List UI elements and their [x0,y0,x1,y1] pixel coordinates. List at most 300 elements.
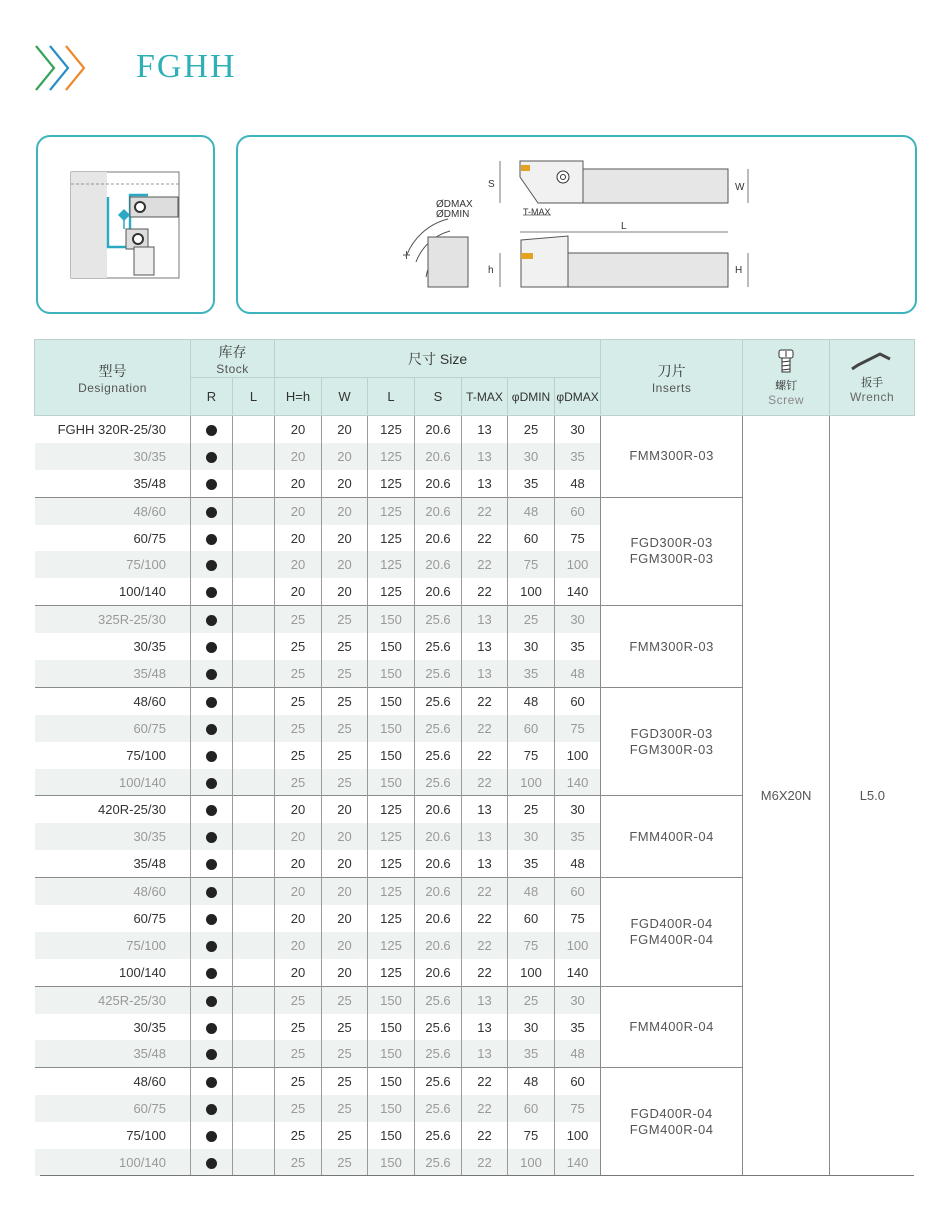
stock-l-cell [233,796,275,823]
stock-r-cell [191,470,233,497]
t-cell: 13 [462,850,508,877]
insert-code: FMM300R-03 [629,638,714,654]
designation-cell: 30/35 [133,1019,166,1035]
hh-cell: 20 [275,959,322,986]
dmax-cell: 35 [555,633,601,660]
dmax-cell: 35 [555,1014,601,1041]
hh-cell: 25 [275,633,322,660]
stock-r-cell [191,578,233,605]
hh-cell: 25 [275,660,322,687]
insert-code: FGM300R-03 [629,551,714,567]
hh-cell: 20 [275,443,322,470]
stock-r-cell [191,986,233,1013]
s-cell: 20.6 [415,578,462,605]
hh-cell: 20 [275,878,322,905]
stock-r-cell [191,850,233,877]
size-header: 尺寸 Size [275,340,601,378]
hh-cell: 20 [275,932,322,959]
l-cell: 125 [368,850,415,877]
stock-l-cell [233,1040,275,1067]
in-stock-dot-icon [206,941,217,952]
table-row [35,416,915,443]
in-stock-dot-icon [206,832,217,843]
stock-r-cell [191,796,233,823]
dmin-cell: 30 [508,823,555,850]
designation-cell: 48/60 [35,1068,191,1095]
l-cell: 150 [368,633,415,660]
application-sketch-box [36,135,215,314]
stock-l-cell [233,1122,275,1149]
stock-l-cell [233,905,275,932]
insert-cell [601,416,743,498]
designation-cell: 75/100 [126,1128,166,1144]
hh-cell: 20 [275,796,322,823]
dmin-cell: 25 [508,986,555,1013]
dmax-cell: 140 [555,959,601,986]
insert-code: FMM400R-04 [629,1019,714,1035]
stock-r-cell [191,606,233,633]
w-cell: 20 [322,850,368,877]
s-cell: 20.6 [415,470,462,497]
t-cell: 22 [462,905,508,932]
stock-l-cell [233,497,275,524]
l-cell: 150 [368,1014,415,1041]
designation-cell: 60/75 [133,910,166,926]
w-cell: 25 [322,1040,368,1067]
s-cell: 25.6 [415,1122,462,1149]
dmax-cell: 60 [555,878,601,905]
s-cell: 20.6 [415,878,462,905]
hh-cell: 25 [275,1014,322,1041]
dmin-cell: 75 [508,932,555,959]
stock-r-cell [191,1040,233,1067]
designation-cell: 60/75 [35,1095,191,1122]
stock-r-cell [191,416,233,443]
l-cell: 150 [368,1149,415,1176]
dmin-cell: 30 [508,633,555,660]
w-cell: 25 [322,715,368,742]
dmin-cell: 48 [508,1068,555,1095]
s-cell: 20.6 [415,932,462,959]
designation-cell: 75/100 [126,747,166,763]
w-label: W [735,182,745,193]
hh-cell: 20 [275,850,322,877]
stock-r-cell [191,959,233,986]
l-cell: 150 [368,1122,415,1149]
stock-r-cell [191,687,233,714]
l-cell: 150 [368,1068,415,1095]
dmin-cell: 75 [508,742,555,769]
s-cell: 20.6 [415,959,462,986]
in-stock-dot-icon [206,1131,217,1142]
w-cell: 20 [322,525,368,552]
l-cell: 125 [368,796,415,823]
in-stock-dot-icon [206,587,217,598]
in-stock-dot-icon [206,887,217,898]
t-cell: 22 [462,578,508,605]
w-cell: 25 [322,742,368,769]
dmax-cell: 60 [555,497,601,524]
in-stock-dot-icon [206,968,217,979]
w-cell: 25 [322,633,368,660]
screw-header: 螺钉 Screw [743,340,830,416]
designation-cell: 75/100 [35,551,191,578]
dmin-cell: 100 [508,959,555,986]
designation-cell: 48/60 [35,687,191,714]
designation-cell: 48/60 [35,878,191,905]
stock-r-cell [191,1149,233,1176]
t-cell: 22 [462,1122,508,1149]
insert-code: FGM400R-04 [629,1122,714,1138]
in-stock-dot-icon [206,425,217,436]
stock-l-cell [233,633,275,660]
stock-l-cell [233,1014,275,1041]
w-cell: 20 [322,959,368,986]
w-cell: 20 [322,823,368,850]
insert-code: FGD300R-03 [630,535,713,551]
designation-cell: 100/140 [119,964,166,980]
dmin-cell: 75 [508,1122,555,1149]
stock-l-cell [233,660,275,687]
w-cell: 25 [322,606,368,633]
in-stock-dot-icon [206,452,217,463]
insert-code: FGD300R-03 [630,725,713,741]
page-title: FGHH [136,48,237,85]
designation-cell: 60/75 [35,715,191,742]
in-stock-dot-icon [206,724,217,735]
l-header: L [368,378,415,416]
application-sketch [38,137,213,312]
designation-cell: 35/48 [35,660,191,687]
stock-l-cell [233,715,275,742]
stock-l-cell [233,687,275,714]
t-cell: 22 [462,551,508,578]
dmax-cell: 60 [555,1068,601,1095]
t-cell: 13 [462,416,508,443]
dmax-cell: 140 [555,1149,601,1176]
wrench-cell: L5.0 [830,416,915,1176]
stock-l-cell [233,959,275,986]
dmax-cell: 30 [555,416,601,443]
stock-l-cell [233,525,275,552]
stock-l-cell [233,416,275,443]
designation-cell: 48/60 [35,497,191,524]
dmin-label: ØDMIN [436,209,470,220]
hh-cell: 25 [275,1149,322,1176]
l-cell: 150 [368,769,415,796]
dmax-cell: 48 [555,850,601,877]
dmin-header: φDMIN [508,378,555,416]
l-cell: 150 [368,1095,415,1122]
l-cell: 125 [368,905,415,932]
screw-cell: M6X20N [743,416,830,1176]
stock-l-cell [233,850,275,877]
stock-l-cell [233,986,275,1013]
l-cell: 150 [368,742,415,769]
dmin-cell: 35 [508,470,555,497]
w-cell: 25 [322,660,368,687]
w-cell: 25 [322,769,368,796]
l-cell: 150 [368,1040,415,1067]
s-cell: 25.6 [415,769,462,796]
stock-r-cell [191,497,233,524]
dmin-cell: 100 [508,578,555,605]
w-cell: 25 [322,687,368,714]
stock-l-header: L [233,378,275,416]
insert-cell [601,796,743,878]
insert-code: FGD400R-04 [630,1106,713,1122]
dmin-cell: 25 [508,416,555,443]
hh-cell: 20 [275,416,322,443]
designation-cell: 325R-25/30 [35,606,191,633]
stock-r-cell [191,878,233,905]
w-cell: 25 [322,1014,368,1041]
hh-cell: 25 [275,986,322,1013]
dmin-cell: 100 [508,1149,555,1176]
in-stock-dot-icon [206,507,217,518]
t-cell: 22 [462,497,508,524]
l-cell: 125 [368,525,415,552]
in-stock-dot-icon [206,615,217,626]
insert-cell [601,606,743,688]
designation-cell: 30/35 [35,443,191,470]
dmin-cell: 35 [508,660,555,687]
stock-l-cell [233,823,275,850]
in-stock-dot-icon [206,642,217,653]
w-cell: 25 [322,1122,368,1149]
t-cell: 22 [462,769,508,796]
stock-r-cell [191,1095,233,1122]
dmin-cell: 48 [508,878,555,905]
l-cell: 125 [368,932,415,959]
dmax-cell: 75 [555,905,601,932]
stock-r-cell [191,660,233,687]
dmax-cell: 100 [555,742,601,769]
designation-cell: 420R-25/30 [35,796,191,823]
dmax-cell: 30 [555,986,601,1013]
bottom-rule [40,1175,914,1176]
w-cell: 25 [322,1149,368,1176]
t-cell: 22 [462,525,508,552]
hh-cell: 25 [275,1040,322,1067]
designation-cell: 100/140 [35,769,191,796]
dmax-cell: 100 [555,551,601,578]
in-stock-dot-icon [206,805,217,816]
dmax-cell: 75 [555,715,601,742]
w-cell: 25 [322,986,368,1013]
designation-cell: 30/35 [133,639,166,655]
spec-table-body [35,416,915,1176]
in-stock-dot-icon [206,534,217,545]
s-cell: 25.6 [415,1095,462,1122]
in-stock-dot-icon [206,1023,217,1034]
dmax-cell: 48 [555,1040,601,1067]
w-cell: 20 [322,578,368,605]
l-cell: 150 [368,606,415,633]
dmax-cell: 48 [555,660,601,687]
hh-cell: 25 [275,715,322,742]
hh-cell: 25 [275,742,322,769]
stock-r-cell [191,1068,233,1095]
designation-cell: 30/35 [35,823,191,850]
tmax-header: T-MAX [462,378,508,416]
t-cell: 13 [462,443,508,470]
stock-r-cell [191,551,233,578]
s-cell: 25.6 [415,687,462,714]
s-cell: 25.6 [415,1040,462,1067]
l-cell: 125 [368,551,415,578]
stock-l-cell [233,1095,275,1122]
stock-r-cell [191,715,233,742]
designation-cell: 35/48 [133,475,166,491]
s-cell: 20.6 [415,525,462,552]
insert-cell [601,986,743,1068]
stock-l-cell [233,932,275,959]
designation-cell: 100/140 [119,584,166,600]
dmin-cell: 75 [508,551,555,578]
stock-r-cell [191,905,233,932]
insert-code: FMM300R-03 [629,448,714,464]
in-stock-dot-icon [206,479,217,490]
designation-cell: FGHH 320R-25/30 [57,421,166,437]
w-cell: 20 [322,932,368,959]
wrench-header: 扳手 Wrench [830,340,915,416]
dmin-cell: 60 [508,905,555,932]
in-stock-dot-icon [206,778,217,789]
dmax-cell: 75 [555,525,601,552]
s-cell: 25.6 [415,986,462,1013]
stock-l-cell [233,742,275,769]
hh-header: H=h [275,378,322,416]
screw-icon [776,348,796,374]
hh-cell: 25 [275,1068,322,1095]
stock-l-cell [233,606,275,633]
dmax-cell: 140 [555,578,601,605]
hh-cell: 20 [275,578,322,605]
designation-cell: 75/100 [35,932,191,959]
t-cell: 13 [462,796,508,823]
t-cell: 22 [462,1095,508,1122]
s-cell: 20.6 [415,443,462,470]
w-cell: 25 [322,1068,368,1095]
t-cell: 13 [462,1040,508,1067]
s-cell: 25.6 [415,715,462,742]
stock-l-cell [233,578,275,605]
dmax-cell: 75 [555,1095,601,1122]
s-cell: 20.6 [415,823,462,850]
dmin-cell: 25 [508,796,555,823]
stock-r-cell [191,1014,233,1041]
brand-chevrons-logo [32,42,94,94]
l-label: L [621,221,627,232]
t-cell: 22 [462,959,508,986]
t-cell: 13 [462,633,508,660]
s-cell: 20.6 [415,416,462,443]
l-cell: 125 [368,959,415,986]
s-cell: 25.6 [415,742,462,769]
l-cell: 150 [368,660,415,687]
hh-cell: 20 [275,525,322,552]
stock-r-cell [191,443,233,470]
stock-l-cell [233,443,275,470]
t-cell: 13 [462,470,508,497]
stock-r-cell [191,823,233,850]
insert-cell [601,687,743,796]
l-cell: 125 [368,416,415,443]
w-cell: 20 [322,470,368,497]
dmax-cell: 100 [555,1122,601,1149]
dmin-cell: 60 [508,1095,555,1122]
l-cell: 125 [368,470,415,497]
t-cell: 22 [462,715,508,742]
t-cell: 22 [462,742,508,769]
in-stock-dot-icon [206,859,217,870]
stock-r-cell [191,1122,233,1149]
l-cell: 125 [368,443,415,470]
insert-cell [601,1068,743,1176]
s-cell: 20.6 [415,551,462,578]
in-stock-dot-icon [206,669,217,680]
l-cell: 125 [368,878,415,905]
l-cell: 150 [368,715,415,742]
s-label: S [488,179,495,190]
dmin-cell: 60 [508,525,555,552]
t-cell: 13 [462,986,508,1013]
insert-code: FMM400R-04 [629,828,714,844]
t-cell: 22 [462,687,508,714]
dmin-cell: 60 [508,715,555,742]
insert-cell [601,878,743,987]
hh-cell: 20 [275,905,322,932]
h-small-label: h [488,265,494,276]
dimension-diagram-box [236,135,917,314]
l-cell: 125 [368,578,415,605]
t-cell: 13 [462,606,508,633]
dmin-cell: 35 [508,850,555,877]
dmax-cell: 140 [555,769,601,796]
l-cell: 150 [368,986,415,1013]
dmax-cell: 30 [555,606,601,633]
in-stock-dot-icon [206,996,217,1007]
designation-cell: 100/140 [35,1149,191,1176]
l-cell: 125 [368,497,415,524]
w-cell: 20 [322,551,368,578]
stock-r-cell [191,769,233,796]
stock-r-cell [191,932,233,959]
dmin-cell: 100 [508,769,555,796]
insert-code: FGM400R-04 [629,931,714,947]
in-stock-dot-icon [206,560,217,571]
l-cell: 125 [368,823,415,850]
stock-l-cell [233,551,275,578]
insert-cell [601,497,743,606]
designation-cell: 425R-25/30 [35,986,191,1013]
in-stock-dot-icon [206,1077,217,1088]
hh-cell: 25 [275,687,322,714]
stock-l-cell [233,769,275,796]
w-cell: 20 [322,878,368,905]
dmax-cell: 48 [555,470,601,497]
insert-code: FGD400R-04 [630,915,713,931]
hh-cell: 20 [275,823,322,850]
in-stock-dot-icon [206,914,217,925]
wrench-icon [850,351,894,371]
spec-table [34,339,915,1176]
stock-r-header: R [191,378,233,416]
dmin-cell: 30 [508,1014,555,1041]
dmin-cell: 48 [508,687,555,714]
stock-l-cell [233,1149,275,1176]
